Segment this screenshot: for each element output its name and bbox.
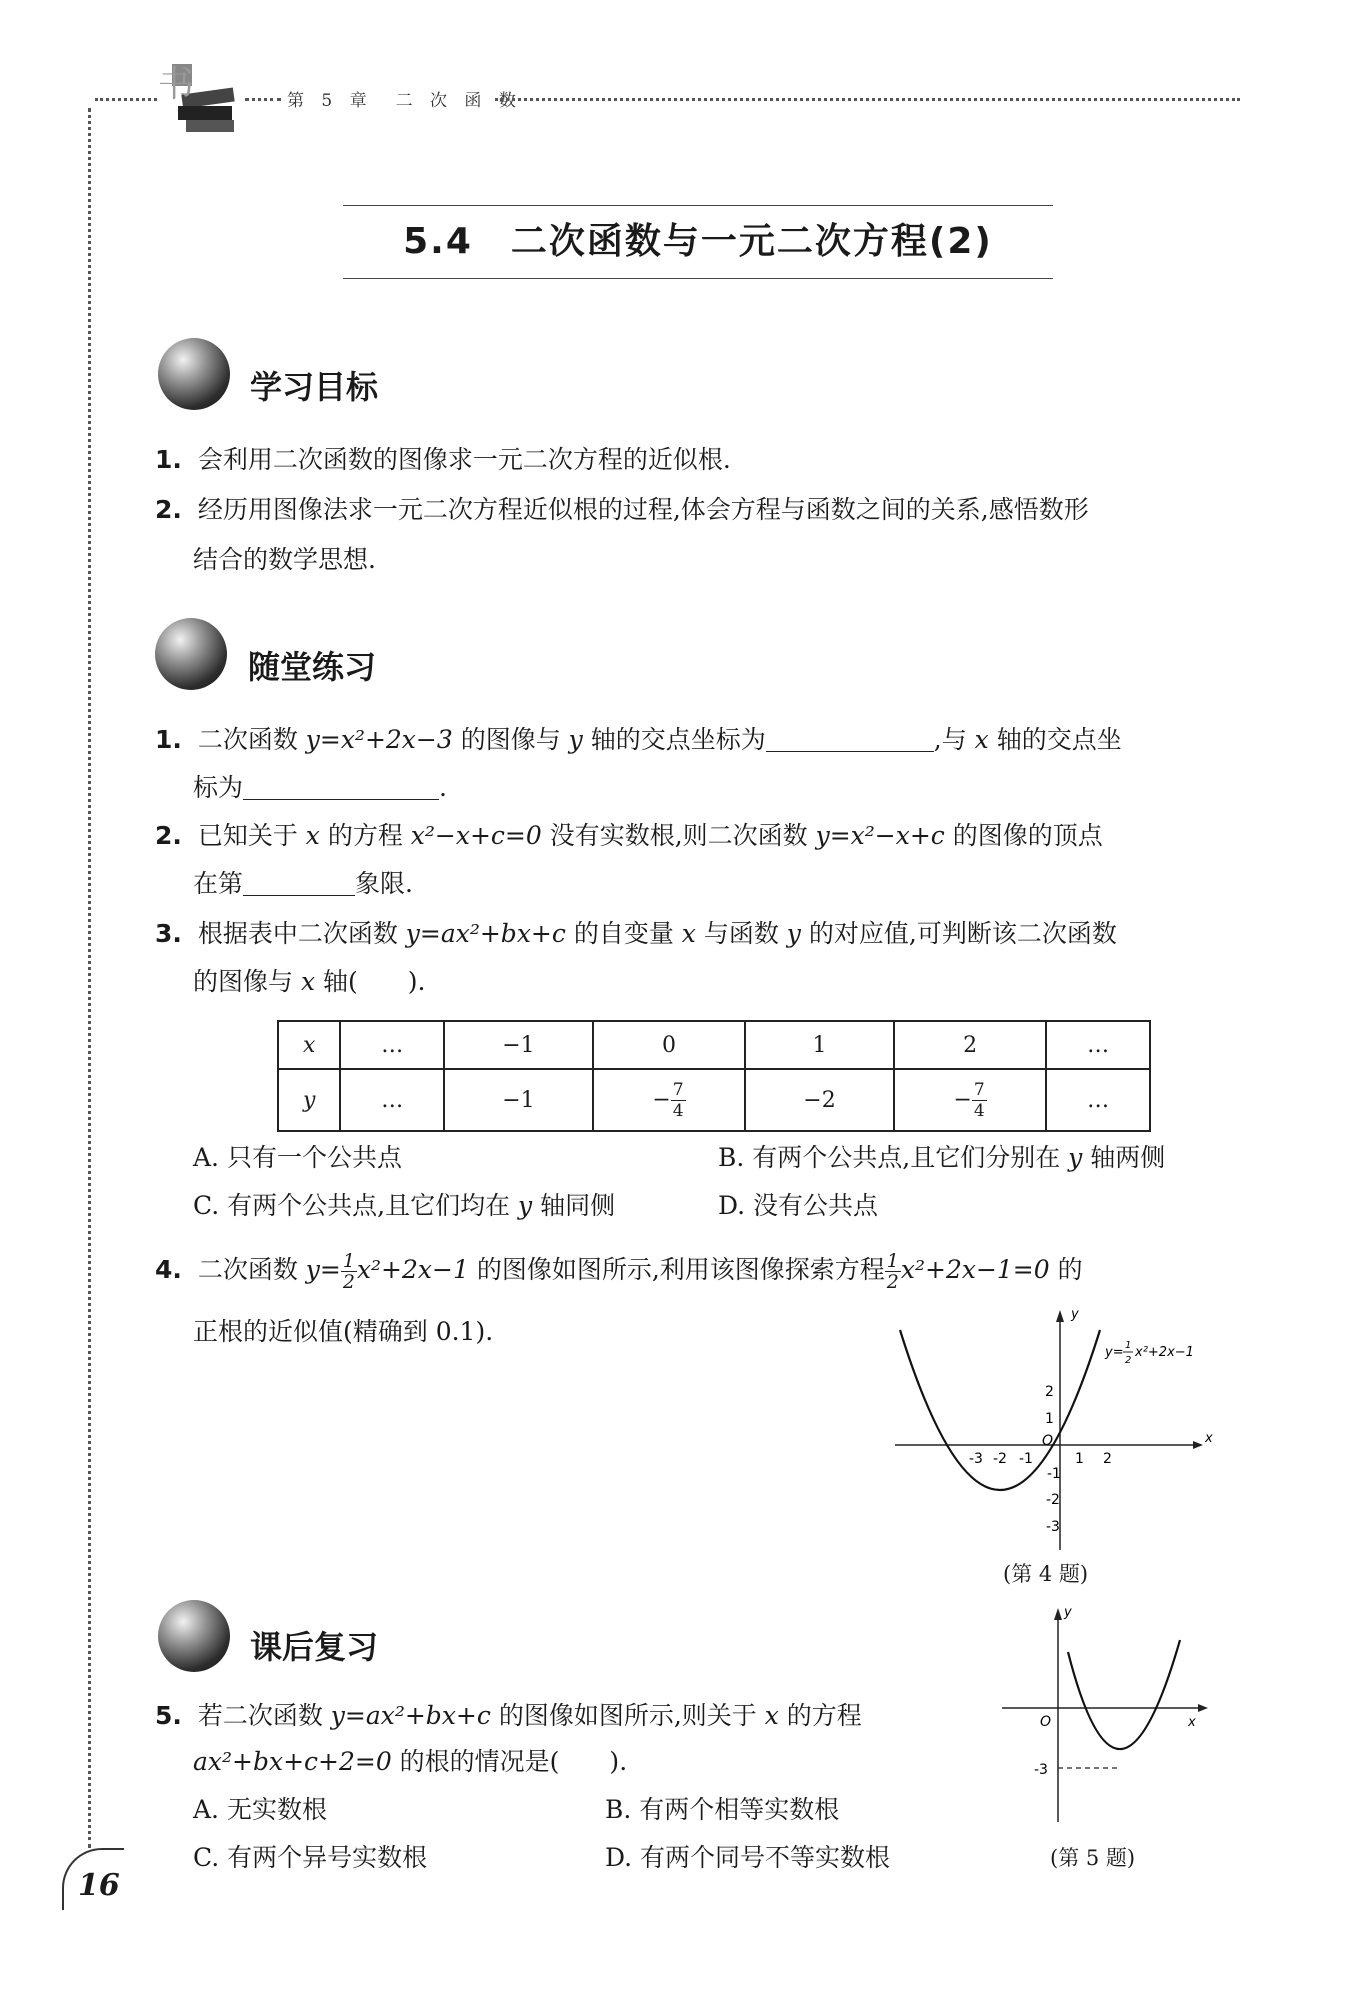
margin-dots xyxy=(88,108,91,1848)
q5-text-a: 若二次函数 xyxy=(197,1701,331,1730)
fig4-xtick: -1 xyxy=(1019,1451,1033,1467)
table-cell: 2 xyxy=(894,1021,1046,1069)
table-row-y xyxy=(278,1069,1150,1131)
fig4-axis-label-y: y xyxy=(1071,1307,1079,1322)
figure-4-caption: (第 4 题) xyxy=(1003,1562,1089,1586)
fig4-ytick: 1 xyxy=(1045,1411,1054,1427)
q1-text-d: ,与 xyxy=(933,725,975,754)
frac-num: 7 xyxy=(973,1079,985,1100)
q4-text-a: 二次函数 xyxy=(197,1255,306,1284)
fig4-ytick: -3 xyxy=(1046,1519,1060,1535)
q5-option-d[interactable]: D. 有两个同号不等实数根 xyxy=(605,1843,891,1872)
q3-text-a: 根据表中二次函数 xyxy=(197,919,406,948)
q2-text-a: 已知关于 xyxy=(197,821,306,850)
fig4-curve-label-b: x²+2x−1 xyxy=(1135,1345,1194,1360)
table-cell: … xyxy=(1046,1069,1150,1131)
fig4-origin: O xyxy=(1042,1433,1054,1449)
frac-num: 7 xyxy=(672,1079,684,1100)
figure-5-caption: (第 5 题) xyxy=(1050,1846,1136,1870)
question-3-cont xyxy=(193,962,425,1002)
value-table xyxy=(277,1020,1151,1132)
page-number: 16 xyxy=(78,1868,120,1903)
goal-2 xyxy=(155,490,1089,530)
q4-text-b: 的图像如图所示,利用该图像探索方程 xyxy=(468,1255,885,1284)
goal-2-number: 2. xyxy=(155,495,182,524)
header-dots-left xyxy=(95,98,157,101)
fig4-xtick: 2 xyxy=(1103,1451,1112,1467)
header-book-icon xyxy=(152,56,242,138)
table-cell: … xyxy=(340,1021,444,1069)
question-1 xyxy=(155,720,1122,760)
fig5-x-arrow xyxy=(1198,1704,1208,1712)
fig5-ytick: -3 xyxy=(1034,1762,1048,1778)
q1-number: 1. xyxy=(155,725,182,754)
q2-var-x: x xyxy=(305,821,320,850)
goal-1-text: 会利用二次函数的图像求一元二次方程的近似根. xyxy=(197,445,731,474)
q5-option-a[interactable]: A. 无实数根 xyxy=(193,1795,327,1824)
q3-number: 3. xyxy=(155,919,182,948)
minus-sign: − xyxy=(652,1087,671,1112)
table-cell: 0 xyxy=(593,1021,745,1069)
question-2 xyxy=(155,816,1103,856)
q4-function: y= $\frac{1}{2}$ x²+2x−1 xyxy=(305,1250,469,1293)
globe-icon xyxy=(158,338,230,410)
section-title-review: 课后复习 xyxy=(250,1628,379,1666)
goal-1-number: 1. xyxy=(155,445,182,474)
table-head-y: y xyxy=(278,1069,340,1131)
frac-den: 4 xyxy=(672,1100,684,1121)
table-cell-frac xyxy=(894,1069,1046,1131)
q4-var-y: y xyxy=(305,1255,320,1284)
q2-text-b: 的方程 xyxy=(319,821,411,850)
page-title: 5.4 二次函数与一元二次方程(2) xyxy=(403,221,993,262)
q4-func-tail: x²+2x−1 xyxy=(356,1255,469,1284)
q5-text-b: 的图像如图所示,则关于 xyxy=(490,1701,765,1730)
table-row-x xyxy=(278,1021,1150,1069)
q1-text-g: . xyxy=(439,773,447,802)
figure-4 xyxy=(885,1300,1225,1560)
q3-option-b[interactable] xyxy=(718,1138,1165,1178)
fig5-y-arrow xyxy=(1054,1608,1062,1620)
q3-option-d[interactable]: D. 没有公共点 xyxy=(718,1191,879,1220)
fig5-axis-label-y: y xyxy=(1064,1605,1072,1620)
q3-text-f: 轴( ). xyxy=(315,967,426,996)
fig4-ytick: -1 xyxy=(1047,1466,1061,1482)
table-cell: 1 xyxy=(745,1021,894,1069)
question-4-cont: 正根的近似值(精确到 0.1). xyxy=(193,1317,494,1346)
q3-option-b-b: 轴两侧 xyxy=(1082,1143,1166,1172)
q2-equation: x²−x+c=0 xyxy=(410,821,542,850)
table-head-x: x xyxy=(278,1021,340,1069)
q4-text-c: 的 xyxy=(1049,1255,1083,1284)
fig4-curve-half-num: 1 xyxy=(1125,1340,1132,1351)
q1-function: y=x²+2x−3 xyxy=(305,725,453,754)
q4-half xyxy=(341,1251,357,1292)
fig4-curve-half-den: 2 xyxy=(1125,1355,1132,1366)
half-num: 1 xyxy=(342,1250,355,1272)
q3-option-c[interactable] xyxy=(193,1186,615,1226)
fig4-curve-label-a: y= xyxy=(1105,1345,1124,1360)
frac-den: 4 xyxy=(973,1100,985,1121)
q3-var-y: y xyxy=(786,919,801,948)
question-4 xyxy=(155,1250,1083,1292)
q5-text-d: 的根的情况是( ). xyxy=(391,1747,628,1776)
q1-var-x: x xyxy=(974,725,989,754)
globe-grid-icon xyxy=(155,618,227,690)
half-den: 2 xyxy=(886,1271,899,1293)
fig4-xtick: -2 xyxy=(993,1451,1007,1467)
q4-number: 4. xyxy=(155,1255,182,1284)
q1-text-e: 轴的交点坐 xyxy=(988,725,1122,754)
header-dots-mid xyxy=(245,98,281,101)
q2-text-f: 象限. xyxy=(355,869,413,898)
fig4-ytick: -2 xyxy=(1046,1492,1060,1508)
q4-equation xyxy=(885,1250,1050,1293)
title-box xyxy=(343,205,1053,279)
header-dots-right xyxy=(495,98,1240,101)
q1-text-c: 轴的交点坐标为 xyxy=(582,725,766,754)
q3-option-c-a: C. 有两个公共点,且它们均在 xyxy=(193,1191,519,1220)
fig5-axis-label-x: x xyxy=(1188,1715,1196,1730)
q3-text-b: 的自变量 xyxy=(565,919,682,948)
table-cell: −1 xyxy=(444,1021,593,1069)
header-chapter: 第 5 章 二 次 函 数 xyxy=(287,91,522,111)
fig4-xtick: 1 xyxy=(1075,1451,1084,1467)
q2-text-e: 在第 xyxy=(193,869,244,898)
q1-blank-1[interactable] xyxy=(766,723,934,752)
question-2-cont xyxy=(193,864,413,904)
fraction xyxy=(972,1080,987,1121)
q5-number: 5. xyxy=(155,1701,182,1730)
q3-var-x2: x xyxy=(300,967,316,996)
table-cell: −2 xyxy=(745,1069,894,1131)
q3-option-b-a: B. 有两个公共点,且它们分别在 xyxy=(718,1143,1069,1172)
q3-option-a[interactable]: A. 只有一个公共点 xyxy=(193,1143,402,1172)
question-3 xyxy=(155,914,1117,954)
q1-var-y: y xyxy=(568,725,583,754)
fraction xyxy=(671,1080,686,1121)
q1-text-a: 二次函数 xyxy=(197,725,306,754)
fig4-y-arrow xyxy=(1056,1310,1064,1322)
q3-option-b-var: y xyxy=(1068,1143,1083,1172)
fig4-x-arrow xyxy=(1193,1441,1203,1449)
q2-function: y=x²−x+c xyxy=(815,821,945,850)
q3-var-x: x xyxy=(681,919,696,948)
fig4-xtick: -3 xyxy=(969,1451,983,1467)
question-5-cont xyxy=(193,1742,627,1782)
q5-option-b[interactable]: B. 有两个相等实数根 xyxy=(605,1795,840,1824)
q5-text-c: 的方程 xyxy=(778,1701,862,1730)
figure-5 xyxy=(1000,1600,1220,1830)
goal-2-text: 经历用图像法求一元二次方程近似根的过程,体会方程与函数之间的关系,感悟数形 xyxy=(197,495,1089,524)
goal-2-cont: 结合的数学思想. xyxy=(193,545,376,574)
q2-text-c: 没有实数根,则二次函数 xyxy=(541,821,816,850)
table-cell: … xyxy=(340,1069,444,1131)
question-1-cont xyxy=(193,768,447,808)
fig5-origin: O xyxy=(1040,1714,1052,1730)
q3-text-d: 的对应值,可判断该二次函数 xyxy=(800,919,1117,948)
minus-sign: − xyxy=(953,1087,972,1112)
table-cell: … xyxy=(1046,1021,1150,1069)
q1-text-f: 标为 xyxy=(193,773,244,802)
section-title-goals: 学习目标 xyxy=(250,368,379,406)
q5-option-c[interactable]: C. 有两个异号实数根 xyxy=(193,1843,428,1872)
half-num: 1 xyxy=(886,1250,899,1272)
svg-text:书: 书 xyxy=(158,64,195,105)
q5-equation: ax²+bx+c+2=0 xyxy=(193,1747,392,1776)
q1-blank-2[interactable] xyxy=(243,771,439,800)
question-5 xyxy=(155,1696,862,1736)
fig4-axis-label-x: x xyxy=(1205,1431,1213,1446)
q1-text-b: 的图像与 xyxy=(452,725,569,754)
q4-eq-tail: x²+2x−1=0 xyxy=(900,1255,1050,1284)
q2-blank[interactable] xyxy=(243,867,355,896)
q5-function: y=ax²+bx+c xyxy=(330,1701,491,1730)
q2-text-d: 的图像的顶点 xyxy=(944,821,1103,850)
section-title-practice: 随堂练习 xyxy=(248,648,377,686)
fig4-ytick: 2 xyxy=(1045,1384,1054,1400)
q3-text-e: 的图像与 xyxy=(193,967,301,996)
goal-1 xyxy=(155,440,731,480)
globe-icon-review xyxy=(158,1600,230,1672)
q4-eq-half xyxy=(885,1251,901,1292)
half-den: 2 xyxy=(342,1271,355,1293)
table-cell: −1 xyxy=(444,1069,593,1131)
q2-number: 2. xyxy=(155,821,182,850)
q3-text-c: 与函数 xyxy=(695,919,787,948)
q3-option-c-var: y xyxy=(518,1191,533,1220)
q3-option-c-b: 轴同侧 xyxy=(532,1191,616,1220)
q5-var-x: x xyxy=(764,1701,779,1730)
table-cell-frac xyxy=(593,1069,745,1131)
q3-function: y=ax²+bx+c xyxy=(405,919,566,948)
fig5-parabola xyxy=(1068,1640,1180,1749)
